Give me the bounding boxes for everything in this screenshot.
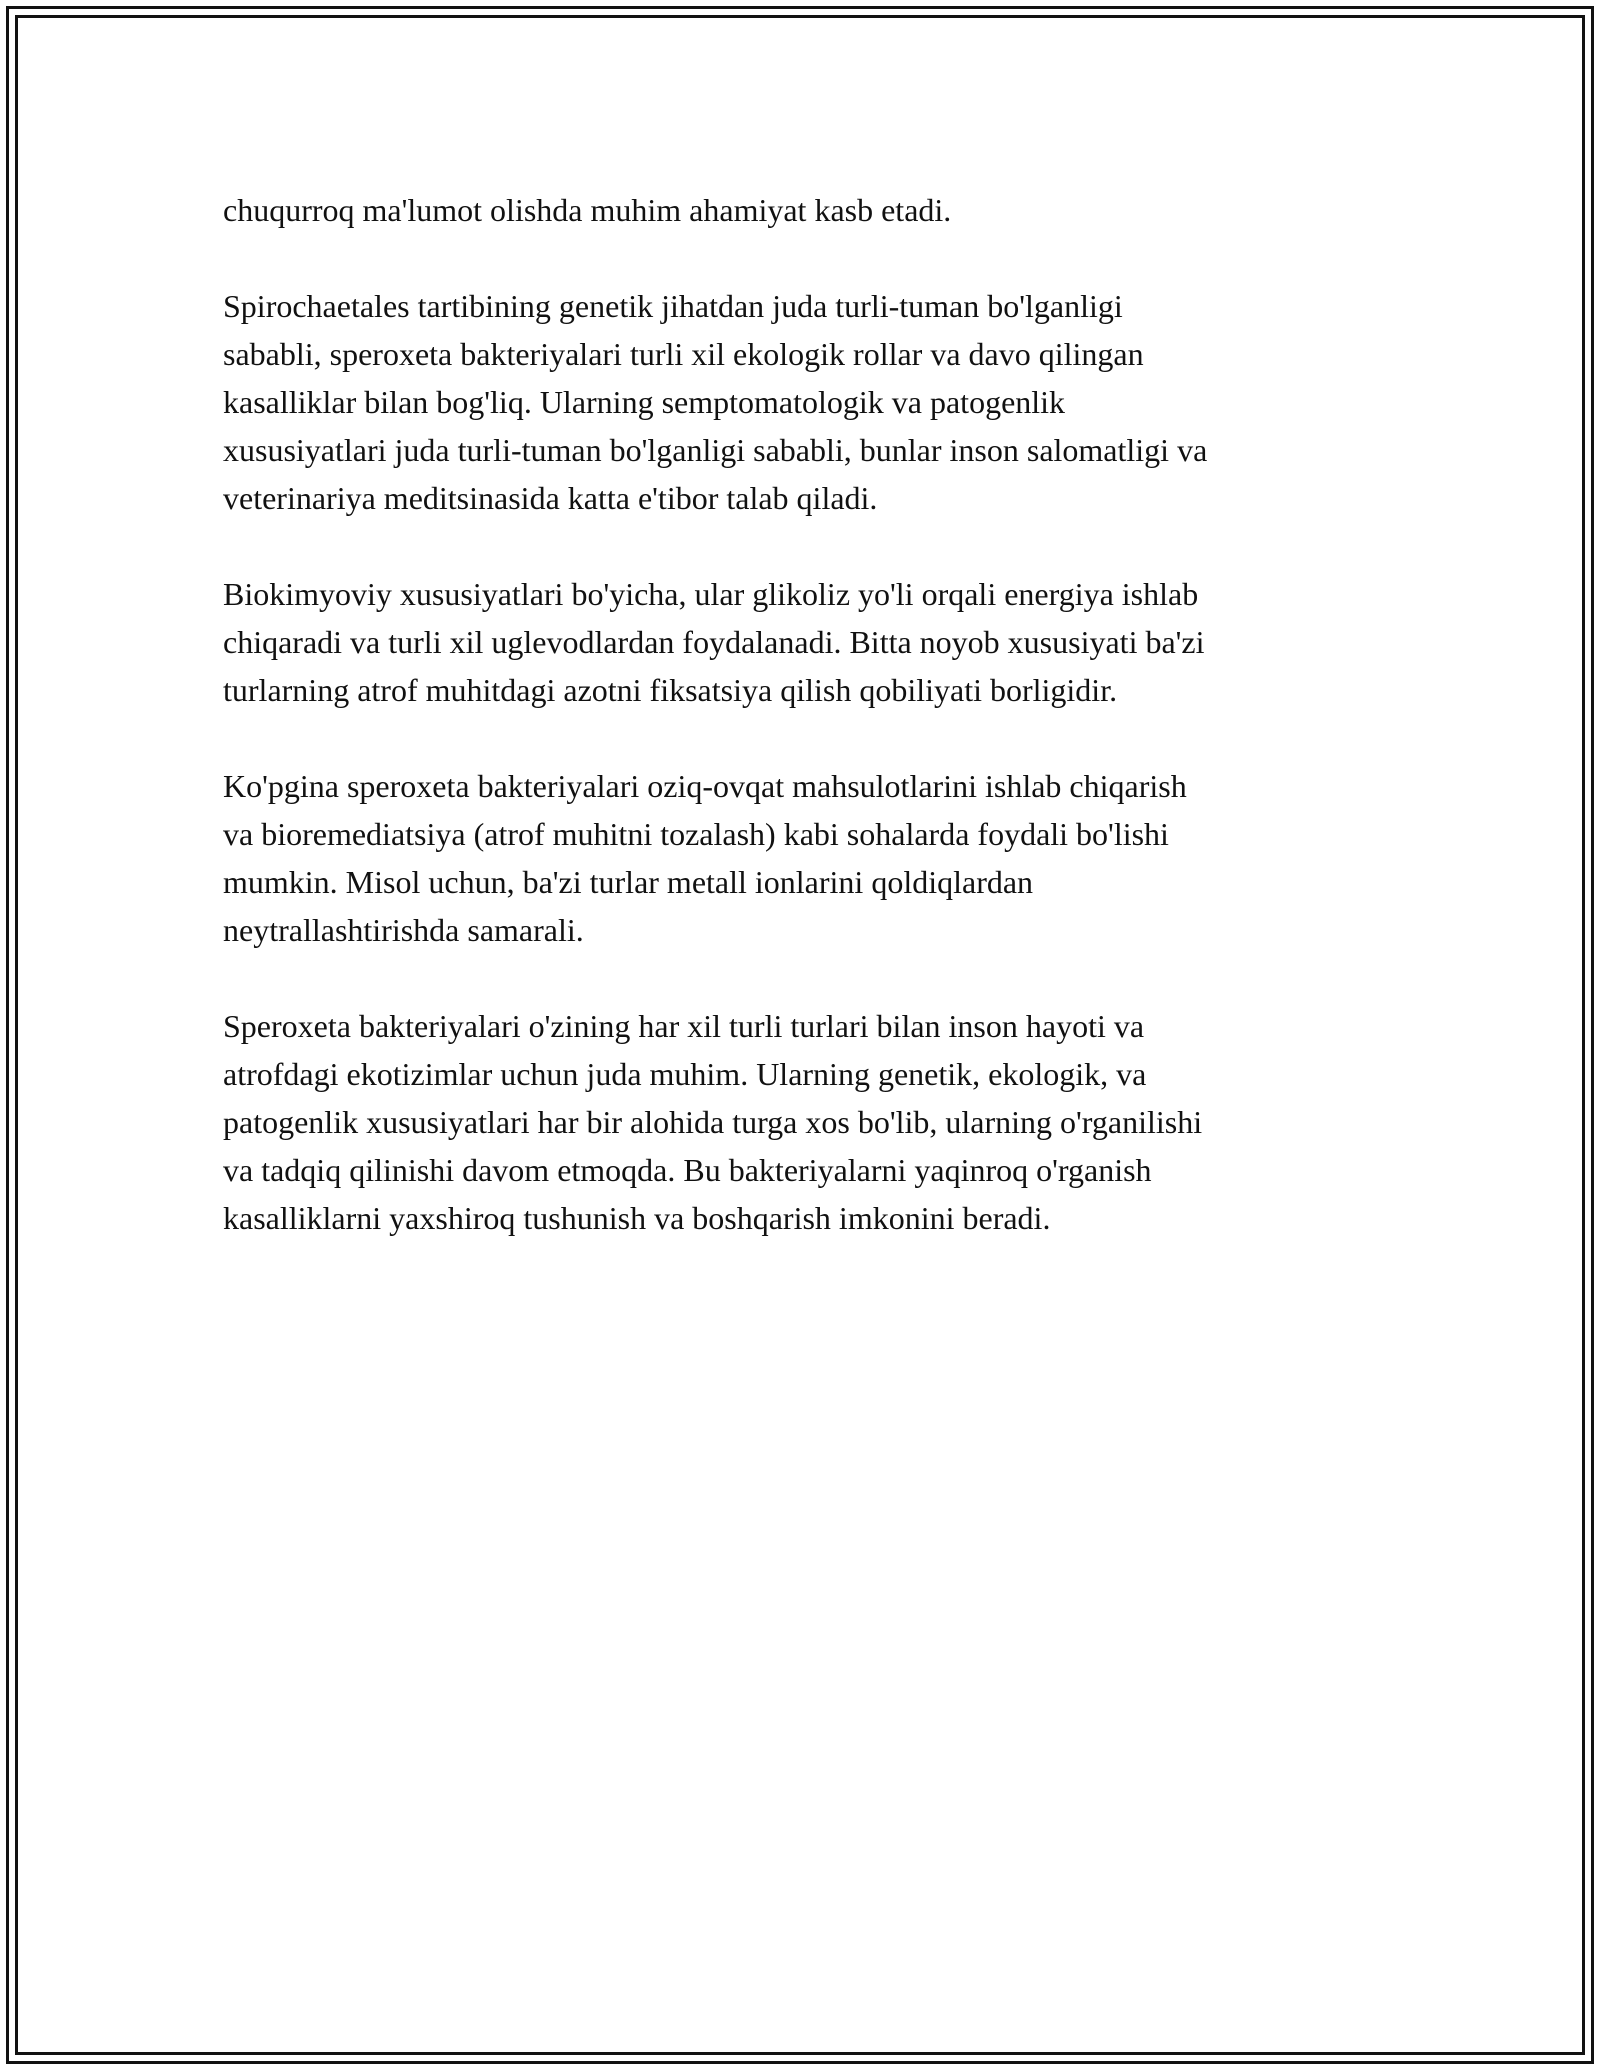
text-line: mumkin. Misol uchun, ba'zi turlar metall ionlarini qoldiqlardan	[223, 864, 1034, 900]
text-line: va bioremediatsiya (atrof muhitni tozalash) kabi sohalarda foydali bo'lishi	[223, 816, 1169, 852]
text-line: Ko'pgina speroxeta bakteriyalari oziq-ovqat mahsulotlarini ishlab chiqarish	[223, 768, 1187, 804]
text-line: Speroxeta bakteriyalari o'zining har xil turli turlari bilan inson hayoti va	[223, 1008, 1145, 1044]
text-line: va tadqiq qilinishi davom etmoqda. Bu bakteriyalarni yaqinroq o'rganish	[223, 1152, 1152, 1188]
text-line: kasalliklar bilan bog'liq. Ularning semptomatologik va patogenlik	[223, 384, 1066, 420]
paragraph-1	[223, 186, 1373, 234]
text-line: kasalliklarni yaxshiroq tushunish va boshqarish imkonini beradi.	[223, 1200, 1051, 1236]
text-line: xususiyatlari juda turli-tuman bo'lganligi sababli, bunlar inson salomatligi va	[223, 432, 1208, 468]
text-line: turlarning atrof muhitdagi azotni fiksatsiya qilish qobiliyati borligidir.	[223, 672, 1118, 708]
text-line: patogenlik xususiyatlari har bir alohida turga xos bo'lib, ularning o'rganilishi	[223, 1104, 1203, 1140]
text-line: Spirochaetales tartibining genetik jihatdan juda turli-tuman bo'lganligi	[223, 288, 1123, 324]
paragraph-3	[223, 570, 1373, 714]
text-line: veterinariya meditsinasida katta e'tibor talab qiladi.	[223, 480, 878, 516]
text-line: chuqurroq ma'lumot olishda muhim ahamiyat kasb etadi.	[223, 192, 952, 228]
paragraph-5	[223, 1002, 1373, 1242]
paragraph-4	[223, 762, 1373, 954]
text-line: sababli, speroxeta bakteriyalari turli xil ekologik rollar va davo qilingan	[223, 336, 1144, 372]
text-line: Biokimyoviy xususiyatlari bo'yicha, ular glikoliz yo'li orqali energiya ishlab	[223, 576, 1199, 612]
text-line: neytrallashtirishda samarali.	[223, 912, 584, 948]
text-line: chiqaradi va turli xil uglevodlardan foydalanadi. Bitta noyob xususiyati ba'zi	[223, 624, 1205, 660]
paragraph-2	[223, 282, 1373, 522]
text-line: atrofdagi ekotizimlar uchun juda muhim. Ularning genetik, ekologik, va	[223, 1056, 1147, 1092]
document-body	[223, 186, 1373, 1290]
